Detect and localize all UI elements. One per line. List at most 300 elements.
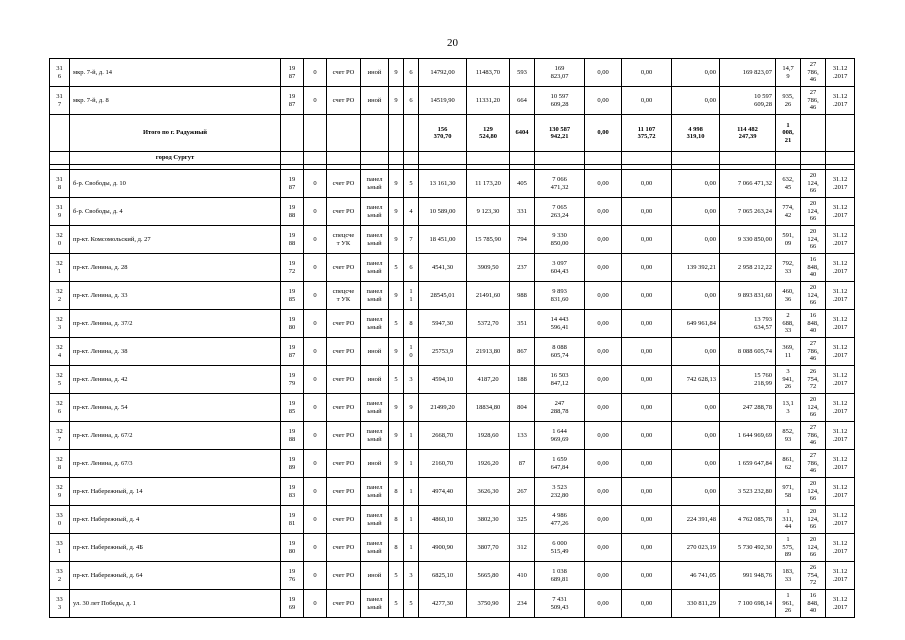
- cost-local-cell: 0,00: [672, 198, 720, 226]
- cost-owners-cell: 247 288,78: [720, 394, 776, 422]
- cost-total-cell: 1 038 689,81: [535, 562, 585, 590]
- year-cell: 19 76: [281, 562, 304, 590]
- cost-fund-cell: 0,00: [585, 198, 622, 226]
- entrances-cell: 1: [404, 450, 419, 478]
- address-cell: пр-кт. Ленина, д. 67/3: [70, 450, 281, 478]
- table-row: [50, 422, 855, 450]
- cost-fund-cell: 0,00: [585, 450, 622, 478]
- cost-total-cell: 3 097 604,43: [535, 254, 585, 282]
- cost-fund-cell: 0,00: [585, 366, 622, 394]
- fund-method-cell: счет РО: [327, 310, 361, 338]
- area-living-cell: 11483,70: [467, 59, 510, 87]
- cost-owners-cell: 9 330 850,00: [720, 226, 776, 254]
- table-row: [50, 254, 855, 282]
- table-row: [50, 394, 855, 422]
- cost-total-cell: 9 893 831,60: [535, 282, 585, 310]
- unit-cost-cell: 852, 93: [776, 422, 801, 450]
- address-cell: мкр. 7-й, д. 14: [70, 59, 281, 87]
- entrances-cell: 1: [404, 534, 419, 562]
- area-living-cell: 5665,80: [467, 562, 510, 590]
- cost-owners-cell: 169 823,07: [720, 59, 776, 87]
- floors-cell: 9: [389, 282, 404, 310]
- max-unit-cost-cell: 20 124, 66: [801, 226, 826, 254]
- row-number: 32 4: [50, 338, 70, 366]
- area-total-cell: 5947,30: [419, 310, 467, 338]
- fund-method-cell: счет РО: [327, 170, 361, 198]
- cost-local-cell: 0,00: [672, 170, 720, 198]
- residents-cell: 87: [510, 450, 535, 478]
- unit-cost-cell: 1 961, 26: [776, 590, 801, 618]
- cost-regional-cell: 0,00: [622, 366, 672, 394]
- table-row: [50, 282, 855, 310]
- area-total-cell: 4974,40: [419, 478, 467, 506]
- residents-cell: 664: [510, 87, 535, 115]
- row-number: 31 7: [50, 87, 70, 115]
- cost-local-cell: 139 392,21: [672, 254, 720, 282]
- area-total-cell: 13 161,30: [419, 170, 467, 198]
- fund-method-cell: счет РО: [327, 338, 361, 366]
- entrances-cell: 1: [404, 422, 419, 450]
- year-cell: 19 87: [281, 59, 304, 87]
- row-number: 32 2: [50, 282, 70, 310]
- zero-cell: 0: [304, 226, 327, 254]
- cost-local-cell: 0,00: [672, 422, 720, 450]
- area-living-cell: 18834,80: [467, 394, 510, 422]
- deadline-cell: 31.12 .2017: [826, 338, 855, 366]
- cost-fund-cell: 0,00: [585, 226, 622, 254]
- fund-method-cell: спецсче т УК: [327, 282, 361, 310]
- cost-regional-cell: 0,00: [622, 478, 672, 506]
- area-total-cell: 4900,90: [419, 534, 467, 562]
- table-row: [50, 226, 855, 254]
- year-cell: 19 88: [281, 226, 304, 254]
- cost-total-cell: 6 000 515,49: [535, 534, 585, 562]
- unit-cost-cell: 792, 33: [776, 254, 801, 282]
- table-row: [50, 338, 855, 366]
- max-unit-cost-cell: 27 786, 46: [801, 338, 826, 366]
- max-unit-cost-cell: 20 124, 66: [801, 478, 826, 506]
- rows-before-total: [50, 59, 855, 115]
- zero-cell: 0: [304, 506, 327, 534]
- zero-cell: 0: [304, 450, 327, 478]
- fund-method-cell: счет РО: [327, 394, 361, 422]
- zero-cell: 0: [304, 170, 327, 198]
- floors-cell: 9: [389, 198, 404, 226]
- zero-cell: 0: [304, 534, 327, 562]
- floors-cell: 8: [389, 534, 404, 562]
- cost-fund-cell: 0,00: [585, 59, 622, 87]
- wall-material-cell: панел ьный: [361, 198, 389, 226]
- address-cell: пр-кт. Набережный, д. 4: [70, 506, 281, 534]
- unit-cost-cell: 591, 09: [776, 226, 801, 254]
- area-total-cell: 2668,70: [419, 422, 467, 450]
- row-number: 33 1: [50, 534, 70, 562]
- residents-cell: 988: [510, 282, 535, 310]
- cost-total-cell: 10 597 609,28: [535, 87, 585, 115]
- zero-cell: 0: [304, 590, 327, 618]
- deadline-cell: 31.12 .2017: [826, 366, 855, 394]
- area-total-cell: 4860,10: [419, 506, 467, 534]
- cost-total-cell: 7 431 509,43: [535, 590, 585, 618]
- residents-cell: 325: [510, 506, 535, 534]
- zero-cell: 0: [304, 338, 327, 366]
- row-number: 31 9: [50, 198, 70, 226]
- max-unit-cost-cell: 27 786, 46: [801, 422, 826, 450]
- deadline-cell: 31.12 .2017: [826, 562, 855, 590]
- total-unit-cost: 1 008, 21: [776, 115, 801, 152]
- total-c1: 0,00: [585, 115, 622, 152]
- floors-cell: 9: [389, 87, 404, 115]
- cost-fund-cell: 0,00: [585, 562, 622, 590]
- year-cell: 19 80: [281, 310, 304, 338]
- address-cell: мкр. 7-й, д. 8: [70, 87, 281, 115]
- area-living-cell: 3626,30: [467, 478, 510, 506]
- cost-fund-cell: 0,00: [585, 310, 622, 338]
- unit-cost-cell: 3 941, 26: [776, 366, 801, 394]
- residents-cell: 410: [510, 562, 535, 590]
- row-number: 31 6: [50, 59, 70, 87]
- entrances-cell: 8: [404, 310, 419, 338]
- cost-regional-cell: 0,00: [622, 506, 672, 534]
- row-number: 32 0: [50, 226, 70, 254]
- deadline-cell: 31.12 .2017: [826, 310, 855, 338]
- row-number: 31 8: [50, 170, 70, 198]
- wall-material-cell: панел ьный: [361, 310, 389, 338]
- address-cell: пр-кт. Комсомольский, д. 27: [70, 226, 281, 254]
- fund-method-cell: счет РО: [327, 366, 361, 394]
- cost-local-cell: 330 811,29: [672, 590, 720, 618]
- floors-cell: 5: [389, 590, 404, 618]
- address-cell: б-р. Свободы, д. 10: [70, 170, 281, 198]
- fund-method-cell: счет РО: [327, 590, 361, 618]
- total-cost: 130 587 942,21: [535, 115, 585, 152]
- cost-regional-cell: 0,00: [622, 282, 672, 310]
- area-total-cell: 18 451,00: [419, 226, 467, 254]
- cost-owners-cell: 9 893 831,60: [720, 282, 776, 310]
- year-cell: 19 85: [281, 282, 304, 310]
- row-number: 33 2: [50, 562, 70, 590]
- max-unit-cost-cell: 27 786, 46: [801, 59, 826, 87]
- cost-local-cell: 0,00: [672, 478, 720, 506]
- fund-method-cell: счет РО: [327, 450, 361, 478]
- deadline-cell: 31.12 .2017: [826, 394, 855, 422]
- year-cell: 19 79: [281, 366, 304, 394]
- area-living-cell: 3802,30: [467, 506, 510, 534]
- total-label: Итого по г. Радужный: [70, 115, 281, 152]
- cost-local-cell: 0,00: [672, 59, 720, 87]
- zero-cell: 0: [304, 478, 327, 506]
- table-row: [50, 170, 855, 198]
- cost-total-cell: 3 523 232,80: [535, 478, 585, 506]
- cost-regional-cell: 0,00: [622, 394, 672, 422]
- cost-total-cell: 247 288,78: [535, 394, 585, 422]
- entrances-cell: 5: [404, 170, 419, 198]
- area-living-cell: 3909,50: [467, 254, 510, 282]
- cost-owners-cell: 13 793 634,57: [720, 310, 776, 338]
- address-cell: пр-кт. Ленина, д. 54: [70, 394, 281, 422]
- entrances-cell: 1 1: [404, 282, 419, 310]
- address-cell: пр-кт. Ленина, д. 37/2: [70, 310, 281, 338]
- cost-regional-cell: 0,00: [622, 87, 672, 115]
- wall-material-cell: панел ьный: [361, 506, 389, 534]
- cost-fund-cell: 0,00: [585, 170, 622, 198]
- entrances-cell: 6: [404, 254, 419, 282]
- city-header-row: [50, 152, 855, 165]
- cost-fund-cell: 0,00: [585, 338, 622, 366]
- deadline-cell: 31.12 .2017: [826, 450, 855, 478]
- floors-cell: 9: [389, 394, 404, 422]
- wall-material-cell: панел ьный: [361, 590, 389, 618]
- area-living-cell: 11331,20: [467, 87, 510, 115]
- area-total-cell: 4277,30: [419, 590, 467, 618]
- deadline-cell: 31.12 .2017: [826, 170, 855, 198]
- table-row: [50, 87, 855, 115]
- residents-cell: 331: [510, 198, 535, 226]
- address-cell: пр-кт. Ленина, д. 38: [70, 338, 281, 366]
- address-cell: пр-кт. Ленина, д. 67/2: [70, 422, 281, 450]
- cost-regional-cell: 0,00: [622, 562, 672, 590]
- address-cell: пр-кт. Ленина, д. 33: [70, 282, 281, 310]
- max-unit-cost-cell: 16 848, 40: [801, 590, 826, 618]
- cost-fund-cell: 0,00: [585, 590, 622, 618]
- cost-total-cell: 1 659 647,84: [535, 450, 585, 478]
- max-unit-cost-cell: 16 848, 40: [801, 254, 826, 282]
- residents-cell: 794: [510, 226, 535, 254]
- address-cell: пр-кт. Набережный, д. 14: [70, 478, 281, 506]
- row-number: 32 5: [50, 366, 70, 394]
- floors-cell: 8: [389, 478, 404, 506]
- housing-register-table: [49, 58, 855, 618]
- cost-total-cell: 14 443 596,41: [535, 310, 585, 338]
- floors-cell: 9: [389, 170, 404, 198]
- cost-owners-cell: 15 760 218,99: [720, 366, 776, 394]
- row-number: 32 6: [50, 394, 70, 422]
- total-c2: 11 107 375,72: [622, 115, 672, 152]
- address-cell: пр-кт. Набережный, д. 4Б: [70, 534, 281, 562]
- residents-cell: 267: [510, 478, 535, 506]
- table-row: [50, 506, 855, 534]
- cost-owners-cell: 7 066 471,32: [720, 170, 776, 198]
- cost-local-cell: 224 391,48: [672, 506, 720, 534]
- row-number: 33 3: [50, 590, 70, 618]
- area-living-cell: 4187,20: [467, 366, 510, 394]
- floors-cell: 5: [389, 562, 404, 590]
- table-row: [50, 450, 855, 478]
- residents-cell: 804: [510, 394, 535, 422]
- cost-local-cell: 742 628,13: [672, 366, 720, 394]
- entrances-cell: 1: [404, 478, 419, 506]
- cost-total-cell: 16 503 847,12: [535, 366, 585, 394]
- cost-local-cell: 0,00: [672, 338, 720, 366]
- row-number: 33 0: [50, 506, 70, 534]
- area-living-cell: 11 173,20: [467, 170, 510, 198]
- wall-material-cell: иной: [361, 59, 389, 87]
- year-cell: 19 72: [281, 254, 304, 282]
- area-total-cell: 21499,20: [419, 394, 467, 422]
- area-total-cell: 25753,9: [419, 338, 467, 366]
- cost-regional-cell: 0,00: [622, 59, 672, 87]
- fund-method-cell: счет РО: [327, 198, 361, 226]
- fund-method-cell: счет РО: [327, 506, 361, 534]
- entrances-cell: 6: [404, 87, 419, 115]
- deadline-cell: 31.12 .2017: [826, 59, 855, 87]
- max-unit-cost-cell: 26 754, 72: [801, 562, 826, 590]
- area-living-cell: 15 785,90: [467, 226, 510, 254]
- cost-local-cell: 0,00: [672, 226, 720, 254]
- cost-owners-cell: 10 597 609,28: [720, 87, 776, 115]
- area-living-cell: 1928,60: [467, 422, 510, 450]
- residents-cell: 188: [510, 366, 535, 394]
- cost-total-cell: 4 986 477,26: [535, 506, 585, 534]
- area-living-cell: 3807,70: [467, 534, 510, 562]
- fund-method-cell: счет РО: [327, 534, 361, 562]
- area-total-cell: 2160,70: [419, 450, 467, 478]
- address-cell: пр-кт. Ленина, д. 28: [70, 254, 281, 282]
- total-area-total: 156 370,70: [419, 115, 467, 152]
- cost-regional-cell: 0,00: [622, 422, 672, 450]
- fund-method-cell: счет РО: [327, 422, 361, 450]
- wall-material-cell: иной: [361, 366, 389, 394]
- cost-total-cell: 7 066 471,32: [535, 170, 585, 198]
- cost-fund-cell: 0,00: [585, 478, 622, 506]
- deadline-cell: 31.12 .2017: [826, 254, 855, 282]
- unit-cost-cell: 632, 45: [776, 170, 801, 198]
- unit-cost-cell: 2 688, 33: [776, 310, 801, 338]
- total-residents: 6404: [510, 115, 535, 152]
- zero-cell: 0: [304, 254, 327, 282]
- total-row: [50, 115, 855, 152]
- zero-cell: 0: [304, 87, 327, 115]
- entrances-cell: 1: [404, 506, 419, 534]
- row-number: 32 7: [50, 422, 70, 450]
- area-total-cell: 10 589,00: [419, 198, 467, 226]
- cost-fund-cell: 0,00: [585, 422, 622, 450]
- unit-cost-cell: 861, 62: [776, 450, 801, 478]
- cost-owners-cell: 7 100 698,14: [720, 590, 776, 618]
- cost-regional-cell: 0,00: [622, 198, 672, 226]
- cost-fund-cell: 0,00: [585, 534, 622, 562]
- cost-total-cell: 1 644 969,69: [535, 422, 585, 450]
- area-total-cell: 14519,90: [419, 87, 467, 115]
- zero-cell: 0: [304, 59, 327, 87]
- floors-cell: 5: [389, 254, 404, 282]
- max-unit-cost-cell: 20 124, 66: [801, 170, 826, 198]
- residents-cell: 351: [510, 310, 535, 338]
- table-row: [50, 198, 855, 226]
- page-number: 20: [447, 37, 458, 49]
- floors-cell: 9: [389, 59, 404, 87]
- residents-cell: 593: [510, 59, 535, 87]
- cost-owners-cell: 4 762 085,78: [720, 506, 776, 534]
- floors-cell: 5: [389, 310, 404, 338]
- total-c3: 4 998 319,10: [672, 115, 720, 152]
- entrances-cell: 1 0: [404, 338, 419, 366]
- cost-local-cell: 649 961,84: [672, 310, 720, 338]
- floors-cell: 9: [389, 450, 404, 478]
- max-unit-cost-cell: 20 124, 66: [801, 506, 826, 534]
- cost-regional-cell: 0,00: [622, 338, 672, 366]
- residents-cell: 867: [510, 338, 535, 366]
- year-cell: 19 81: [281, 506, 304, 534]
- max-unit-cost-cell: 16 848, 40: [801, 310, 826, 338]
- cost-owners-cell: 1 644 969,69: [720, 422, 776, 450]
- residents-cell: 237: [510, 254, 535, 282]
- zero-cell: 0: [304, 422, 327, 450]
- cost-regional-cell: 0,00: [622, 590, 672, 618]
- year-cell: 19 87: [281, 170, 304, 198]
- zero-cell: 0: [304, 198, 327, 226]
- area-total-cell: 6825,10: [419, 562, 467, 590]
- fund-method-cell: спецсче т УК: [327, 226, 361, 254]
- floors-cell: 9: [389, 422, 404, 450]
- deadline-cell: 31.12 .2017: [826, 590, 855, 618]
- year-cell: 19 83: [281, 478, 304, 506]
- cost-total-cell: 9 330 850,00: [535, 226, 585, 254]
- total-row-group: [50, 115, 855, 170]
- cost-owners-cell: 5 730 492,30: [720, 534, 776, 562]
- row-number: 32 1: [50, 254, 70, 282]
- year-cell: 19 87: [281, 87, 304, 115]
- table-row: [50, 534, 855, 562]
- cost-total-cell: 7 065 263,24: [535, 198, 585, 226]
- year-cell: 19 88: [281, 198, 304, 226]
- cost-local-cell: 0,00: [672, 450, 720, 478]
- row-number: 32 9: [50, 478, 70, 506]
- fund-method-cell: счет РО: [327, 59, 361, 87]
- cost-regional-cell: 0,00: [622, 450, 672, 478]
- zero-cell: 0: [304, 282, 327, 310]
- year-cell: 19 80: [281, 534, 304, 562]
- entrances-cell: 3: [404, 366, 419, 394]
- fund-method-cell: счет РО: [327, 562, 361, 590]
- year-cell: 19 69: [281, 590, 304, 618]
- year-cell: 19 85: [281, 394, 304, 422]
- fund-method-cell: счет РО: [327, 254, 361, 282]
- cost-regional-cell: 0,00: [622, 310, 672, 338]
- cost-total-cell: 8 088 605,74: [535, 338, 585, 366]
- total-area-living: 129 524,80: [467, 115, 510, 152]
- cost-fund-cell: 0,00: [585, 282, 622, 310]
- residents-cell: 405: [510, 170, 535, 198]
- table-row: [50, 310, 855, 338]
- floors-cell: 8: [389, 506, 404, 534]
- entrances-cell: 3: [404, 562, 419, 590]
- address-cell: пр-кт. Набережный, д. 64: [70, 562, 281, 590]
- zero-cell: 0: [304, 366, 327, 394]
- total-c4: 114 482 247,39: [720, 115, 776, 152]
- cost-local-cell: 0,00: [672, 394, 720, 422]
- wall-material-cell: иной: [361, 338, 389, 366]
- table-row: [50, 366, 855, 394]
- wall-material-cell: панел ьный: [361, 478, 389, 506]
- area-living-cell: 21491,60: [467, 282, 510, 310]
- cost-fund-cell: 0,00: [585, 394, 622, 422]
- wall-material-cell: панел ьный: [361, 282, 389, 310]
- wall-material-cell: панел ьный: [361, 254, 389, 282]
- max-unit-cost-cell: 20 124, 66: [801, 394, 826, 422]
- area-living-cell: 3750,90: [467, 590, 510, 618]
- floors-cell: 9: [389, 226, 404, 254]
- entrances-cell: 5: [404, 590, 419, 618]
- wall-material-cell: иной: [361, 450, 389, 478]
- max-unit-cost-cell: 27 786, 46: [801, 87, 826, 115]
- cost-owners-cell: 2 958 212,22: [720, 254, 776, 282]
- entrances-cell: 6: [404, 59, 419, 87]
- year-cell: 19 88: [281, 422, 304, 450]
- table-row: [50, 59, 855, 87]
- wall-material-cell: панел ьный: [361, 394, 389, 422]
- row-number: 32 3: [50, 310, 70, 338]
